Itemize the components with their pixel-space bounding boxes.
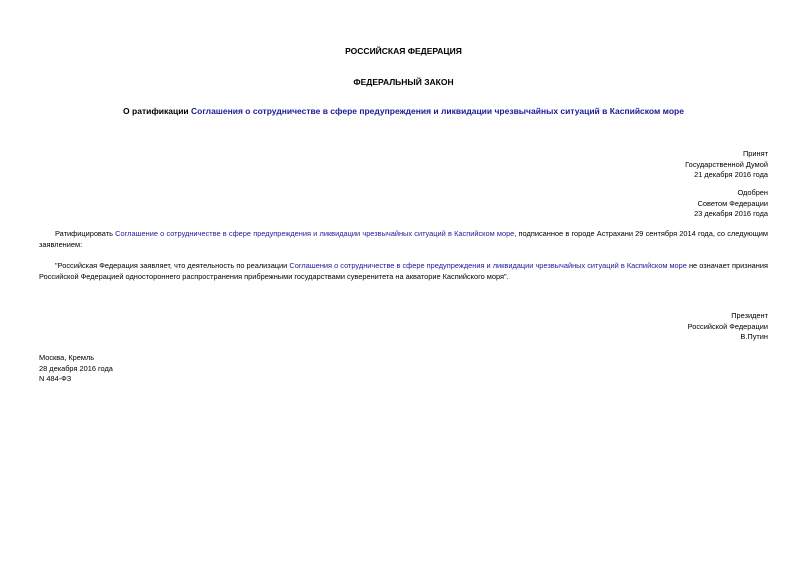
accepted-label: Принят	[742, 149, 768, 158]
adoption-accepted-block	[685, 149, 768, 181]
signatory-name: В.Путин	[740, 332, 768, 341]
ratify-agreement-link[interactable]: Соглашение о сотрудничестве в сфере предупреждения и ликвидации чрезвычайных ситуаций в Каспийском море	[115, 229, 515, 238]
accepted-date: 21 декабря 2016 года	[694, 170, 768, 179]
accepted-body: Государственной Думой	[685, 159, 768, 169]
approved-date: 23 декабря 2016 года	[694, 209, 768, 218]
agreement-title-link[interactable]: Соглашения о сотрудничестве в сфере предупреждения и ликвидации чрезвычайных ситуаций в Каспийском море	[191, 106, 684, 116]
signing-place: Москва, Кремль	[39, 353, 95, 362]
adoption-approved-block	[694, 188, 768, 220]
statement-suffix: не означает признания Российской Федерацией одностороннего распространения прибрежными государствами суверенитета на акваторие Каспийского моря".	[39, 261, 769, 281]
ratification-paragraph	[39, 229, 768, 250]
ratify-suffix: , подписанное в городе Астрахани 29 сентября 2014 года, со следующим заявлением:	[39, 229, 769, 249]
place-date-block	[39, 353, 113, 385]
document-type-heading: ФЕДЕРАЛЬНЫЙ ЗАКОН	[353, 77, 454, 87]
approved-label: Одобрен	[737, 188, 768, 197]
ratify-prefix: Ратифицировать	[55, 229, 116, 238]
signatory-country: Российской Федерации	[687, 321, 768, 331]
statement-agreement-link[interactable]: Соглашения о сотрудничестве в сфере предупреждения и ликвидации чрезвычайных ситуаций в Каспийском море	[289, 261, 687, 270]
law-title	[0, 106, 807, 117]
approved-body: Советом Федерации	[697, 198, 768, 208]
statement-prefix: "Российская Федерация заявляет, что деятельность по реализации	[55, 261, 290, 270]
country-heading: РОССИЙСКАЯ ФЕДЕРАЦИЯ	[345, 46, 462, 56]
law-number: N 484-ФЗ	[39, 374, 72, 383]
statement-paragraph	[39, 261, 768, 282]
signatory-position: Президент	[731, 311, 768, 320]
signature-block	[688, 311, 768, 343]
law-title-prefix: О ратификации	[123, 106, 192, 116]
signing-date: 28 декабря 2016 года	[39, 363, 113, 373]
